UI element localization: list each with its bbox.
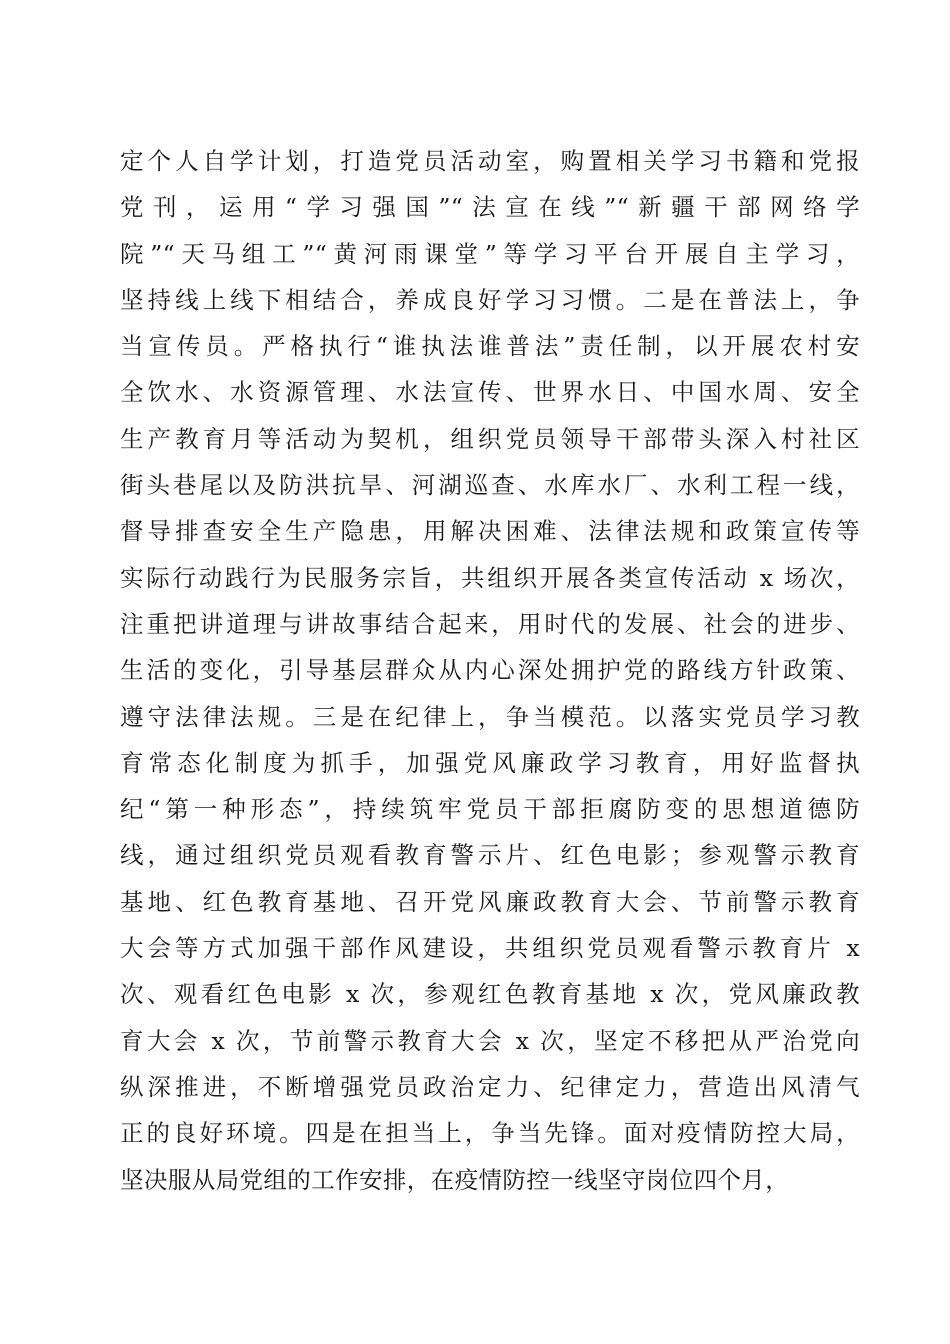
text-line: 当宣传员。严格执行“谁执法谁普法”责任制，以开展农村安 xyxy=(120,332,860,361)
text-line: 街头巷尾以及防洪抗旱、河湖巡查、水库水厂、水利工程一线， xyxy=(120,471,860,500)
text-line: 定个人自学计划，打造党员活动室，购置相关学习书籍和党报 xyxy=(120,147,860,175)
text-line: 督导排查安全生产隐患，用解决困难、法律法规和政策宣传等 xyxy=(120,517,860,546)
text-line: 遵守法律法规。三是在纪律上，争当模范。以落实党员学习教 xyxy=(120,702,860,731)
text-line: 坚持线上线下相结合，养成良好学习习惯。二是在普法上，争 xyxy=(120,285,860,314)
text-line: 院”“天马组工”“黄河雨课堂”等学习平台开展自主学习， xyxy=(120,239,860,268)
body-text xyxy=(120,138,860,1203)
text-line: 基地、红色教育基地、召开党风廉政教育大会、节前警示教育 xyxy=(120,887,860,916)
text-line: 坚决服从局党组的工作安排，在疫情防控一线坚守岗位四个月， xyxy=(120,1165,790,1194)
text-line: 注重把讲道理与讲故事结合起来，用时代的发展、社会的进步、 xyxy=(120,609,860,638)
text-line: 育常态化制度为抓手，加强党风廉政学习教育，用好监督执 xyxy=(120,748,860,777)
text-line: 次、观看红色电影 x 次，参观红色教育基地 x 次，党风廉政教 xyxy=(120,980,860,1009)
text-line: 纵深推进，不断增强党员政治定力、纪律定力，营造出风清气 xyxy=(120,1072,860,1101)
text-line: 线，通过组织党员观看教育警示片、红色电影；参观警示教育 xyxy=(120,841,860,870)
text-line: 生活的变化，引导基层群众从内心深处拥护党的路线方针政策、 xyxy=(120,656,860,685)
text-line: 大会等方式加强干部作风建设，共组织党员观看警示教育片 x xyxy=(120,934,860,963)
text-line: 生产教育月等活动为契机，组织党员领导干部带头深入村社区 xyxy=(120,424,860,453)
text-line: 全饮水、水资源管理、水法宣传、世界水日、中国水周、安全 xyxy=(120,378,860,407)
text-line: 实际行动践行为民服务宗旨，共组织开展各类宣传活动 x 场次， xyxy=(120,563,860,592)
text-line: 正的良好环境。四是在担当上，争当先锋。面对疫情防控大局， xyxy=(120,1119,860,1148)
text-line: 党刊，运用“学习强国”“法宣在线”“新疆干部网络学 xyxy=(120,193,860,222)
text-line: 纪“第一种形态”，持续筑牢党员干部拒腐防变的思想道德防 xyxy=(120,795,860,824)
text-line: 育大会 x 次，节前警示教育大会 x 次，坚定不移把从严治党向 xyxy=(120,1026,860,1055)
